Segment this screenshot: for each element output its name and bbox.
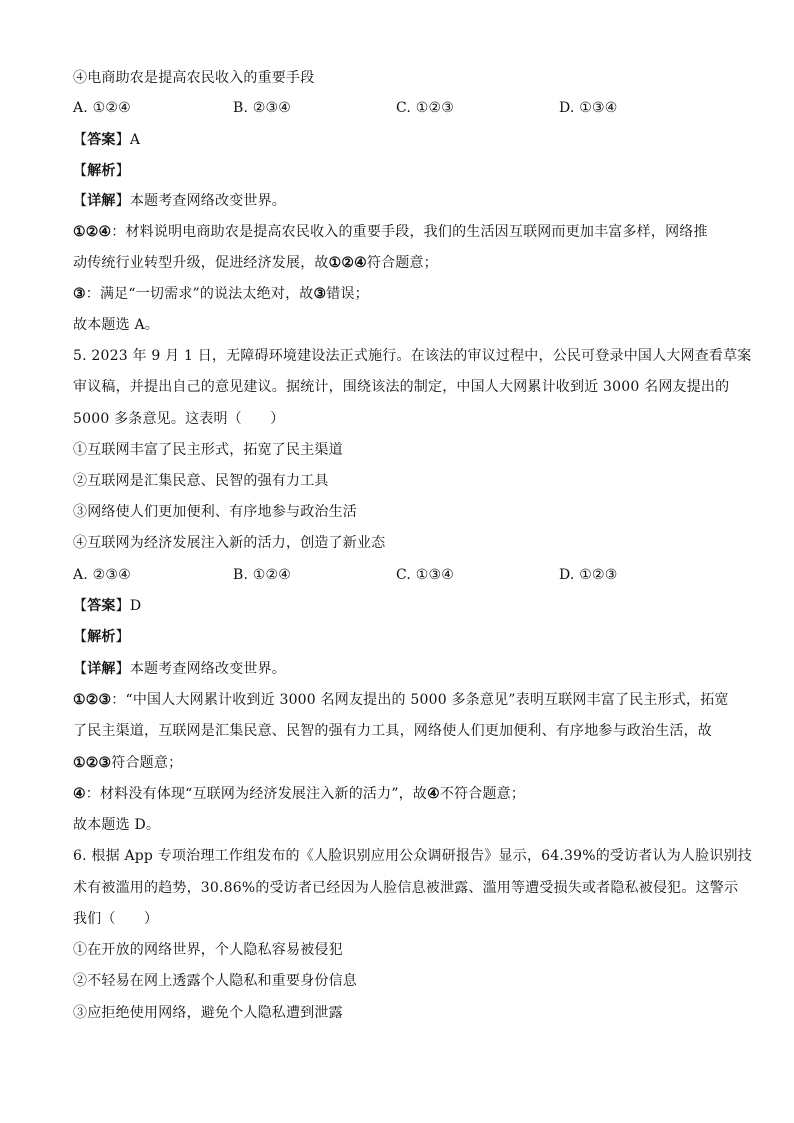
q5-item-4: ④互联网为经济发展注入新的活力，创造了新业态	[73, 535, 386, 551]
q4-option-b: B. ②③④	[233, 100, 292, 116]
q4-option-a: A. ①②④	[73, 100, 131, 116]
q5-answer: 【答案】D	[73, 598, 142, 614]
q5-explain-1-line-1: ①②③：“中国人大网累计收到近 3000 名网友提出的 5000 多条意见”表明互联网丰富了民主形式，拓宽	[73, 692, 729, 708]
q5-option-c: C. ①③④	[396, 567, 454, 583]
q4-option-c: C. ①②③	[396, 100, 454, 116]
q6-item-2: ②不轻易在网上透露个人隐私和重要身份信息	[73, 973, 357, 989]
q4-answer-tag: 【答案】	[73, 132, 130, 148]
q6-item-3: ③应拒绝使用网络，避免个人隐私遭到泄露	[73, 1005, 343, 1021]
q5-explain-2: ④：材料没有体现“互联网为经济发展注入新的活力”，故④不符合题意；	[73, 786, 526, 802]
q6-stem-line-3: 我们（ ）	[73, 911, 159, 927]
q4-explain-1-line-2: 动传统行业转型升级，促进经济发展，故①②④符合题意；	[73, 255, 438, 271]
q5-item-3: ③网络使人们更加便利、有序地参与政治生活	[73, 504, 357, 520]
q5-explain-1-line-3: ①②③符合题意；	[73, 755, 183, 771]
q5-item-2: ②互联网是汇集民意、民智的强有力工具	[73, 473, 329, 489]
q5-option-d: D. ①②③	[559, 567, 618, 583]
q5-option-b: B. ①②④	[233, 567, 292, 583]
q5-stem-line-3: 5000 多条意见。这表明（ ）	[73, 411, 285, 427]
q5-conclusion: 故本题选 D。	[73, 817, 161, 833]
q4-explain-2: ③：满足“一切需求”的说法太绝对，故③错误；	[73, 286, 369, 302]
q5-stem-line-1: 5. 2023 年 9 月 1 日，无障碍环境建设法正式施行。在该法的审议过程中，公民可登录中国人大网查看草案	[73, 348, 752, 364]
q5-item-1: ①互联网丰富了民主形式，拓宽了民主渠道	[73, 442, 343, 458]
q5-detail: 【详解】本题考查网络改变世界。	[73, 661, 287, 677]
q5-option-a: A. ②③④	[73, 567, 131, 583]
q4-answer	[73, 130, 733, 150]
q6-item-1: ①在开放的网络世界，个人隐私容易被侵犯	[73, 942, 343, 958]
q5-analysis-heading: 【解析】	[73, 629, 130, 645]
q4-stem-item-4: ④电商助农是提高农民收入的重要手段	[73, 70, 315, 86]
q4-conclusion: 故本题选 A。	[73, 317, 159, 333]
q4-analysis-heading: 【解析】	[73, 163, 130, 179]
q4-detail: 【详解】本题考查网络改变世界。	[73, 193, 287, 209]
q6-stem-line-1: 6. 根据 App 专项治理工作组发布的《人脸识别应用公众调研报告》显示，64.39%的受访者认为人脸识别技	[73, 848, 752, 864]
q5-answer-value: D	[129, 598, 142, 614]
q5-stem-line-2: 审议稿，并提出自己的意见建议。据统计，围绕该法的制定，中国人大网累计收到近 3000 名网友提出的	[73, 379, 730, 395]
q5-explain-1-line-2: 了民主渠道，互联网是汇集民意、民智的强有力工具，网络使人们更加便利、有序地参与政治生活，故	[73, 723, 712, 739]
q4-explain-1-line-1: ①②④：材料说明电商助农是提高农民收入的重要手段，我们的生活因互联网而更加丰富多样，网络推	[73, 224, 708, 240]
q4-option-d: D. ①③④	[559, 100, 618, 116]
q4-answer-value: A	[129, 132, 141, 148]
q6-stem-line-2: 术有被滥用的趋势，30.86%的受访者已经因为人脸信息被泄露、滥用等遭受损失或者隐私被侵犯。这警示	[73, 880, 739, 896]
